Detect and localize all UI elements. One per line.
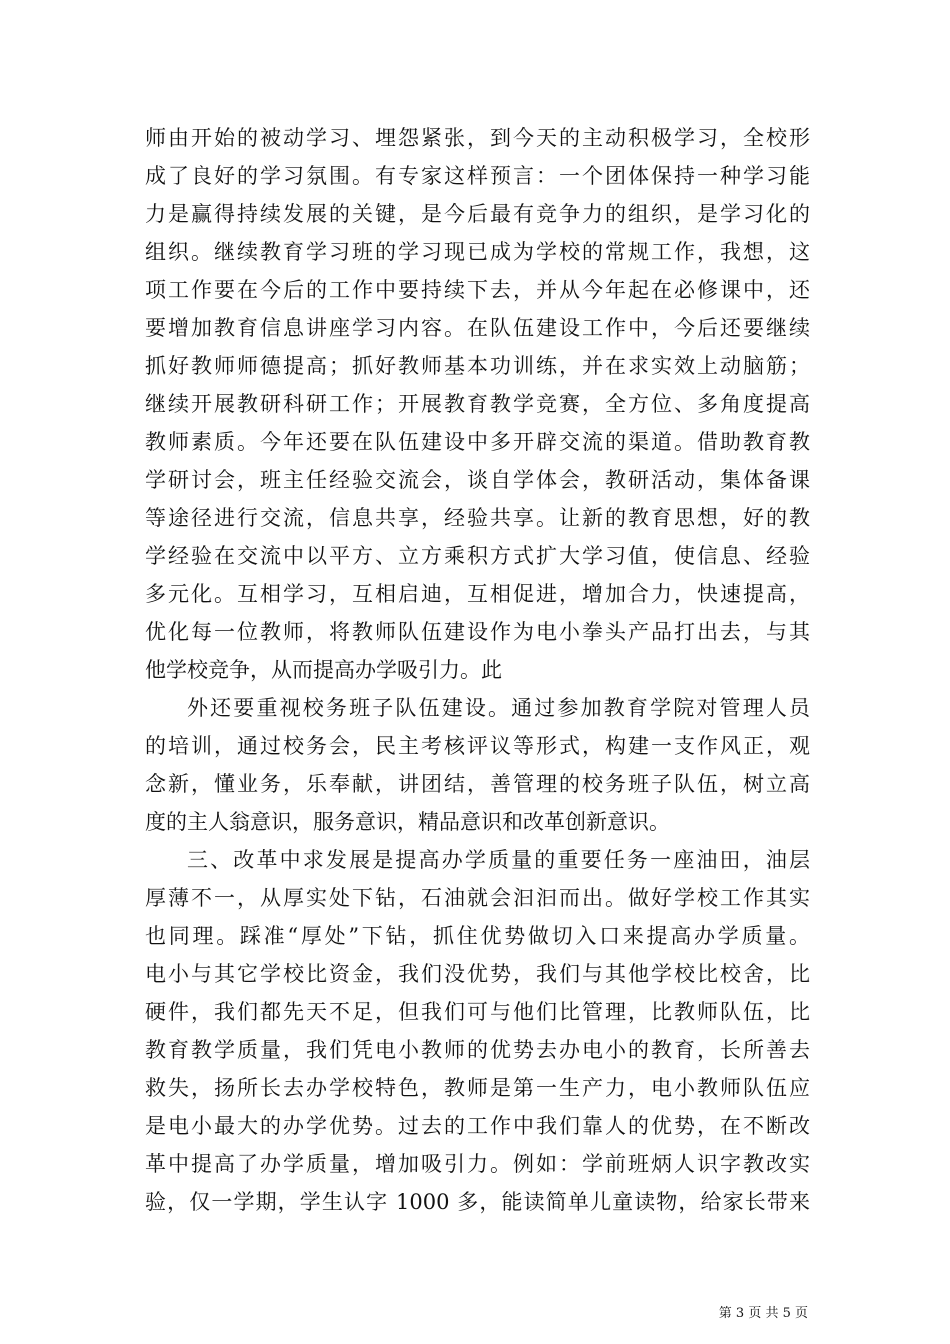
text-line: 也同理。踩准“厚处”下钻，抓住优势做切入口来提高办学质量。 (145, 924, 810, 948)
text-line: 念新，懂业务，乐奉献，讲团结，善管理的校务班子队伍，树立高 (145, 772, 810, 796)
text-line: 学研讨会，班主任经验交流会，谈自学体会，教研活动，集体备课 (145, 468, 810, 492)
document-body (145, 119, 810, 1221)
text-line: 力是赢得持续发展的关键，是今后最有竞争力的组织，是学习化的 (145, 202, 810, 226)
text-line: 度的主人翁意识，服务意识，精品意识和改革创新意识。 (145, 810, 670, 834)
page-number: 第 3 页 共 5 页 (718, 1306, 808, 1321)
text-line: 继续开展教研科研工作；开展教育教学竞赛，全方位、多角度提高 (145, 392, 810, 416)
text-line: 优化每一位教师，将教师队伍建设作为电小拳头产品打出去，与其 (145, 620, 810, 644)
text-line: 多元化。互相学习，互相启迪，互相促进，增加合力，快速提高， (145, 582, 810, 606)
text-line: 教师素质。今年还要在队伍建设中多开辟交流的渠道。借助教育教 (145, 430, 810, 454)
text-line: 三、改革中求发展是提高办学质量的重要任务一座油田，油层 (187, 848, 810, 872)
text-line: 抓好教师师德提高；抓好教师基本功训练，并在求实效上动脑筋； (145, 354, 810, 378)
text-line: 革中提高了办学质量，增加吸引力。例如：学前班炳人识字教改实 (145, 1152, 810, 1176)
text-line: 师由开始的被动学习、埋怨紧张，到今天的主动积极学习，全校形 (145, 126, 810, 150)
text-line: 硬件，我们都先天不足，但我们可与他们比管理，比教师队伍，比 (145, 1000, 810, 1024)
text-line: 组织。继续教育学习班的学习现已成为学校的常规工作，我想，这 (145, 240, 810, 264)
text-line: 验，仅一学期，学生认字 1000 多，能读简单儿童读物，给家长带来 (145, 1190, 810, 1214)
text-line: 电小与其它学校比资金，我们没优势，我们与其他学校比校舍，比 (145, 962, 810, 986)
text-line: 的培训，通过校务会，民主考核评议等形式，构建一支作风正，观 (145, 734, 810, 758)
text-line: 学经验在交流中以平方、立方乘积方式扩大学习值，使信息、经验 (145, 544, 810, 568)
text-line: 救失，扬所长去办学校特色，教师是第一生产力，电小教师队伍应 (145, 1076, 810, 1100)
text-line: 是电小最大的办学优势。过去的工作中我们靠人的优势，在不断改 (145, 1114, 810, 1138)
text-line: 成了良好的学习氛围。有专家这样预言：一个团体保持一种学习能 (145, 164, 810, 188)
text-line: 要增加教育信息讲座学习内容。在队伍建设工作中，今后还要继续 (145, 316, 810, 340)
text-line: 教育教学质量，我们凭电小教师的优势去办电小的教育，长所善去 (145, 1038, 810, 1062)
text-line: 外还要重视校务班子队伍建设。通过参加教育学院对管理人员 (187, 696, 810, 720)
text-line: 他学校竞争，从而提高办学吸引力。此 (145, 658, 502, 682)
text-line: 项工作要在今后的工作中要持续下去，并从今年起在必修课中，还 (145, 278, 810, 302)
text-line: 等途径进行交流，信息共享，经验共享。让新的教育思想，好的教 (145, 506, 810, 530)
text-line: 厚薄不一，从厚实处下钻，石油就会汩汩而出。做好学校工作其实 (145, 886, 810, 910)
